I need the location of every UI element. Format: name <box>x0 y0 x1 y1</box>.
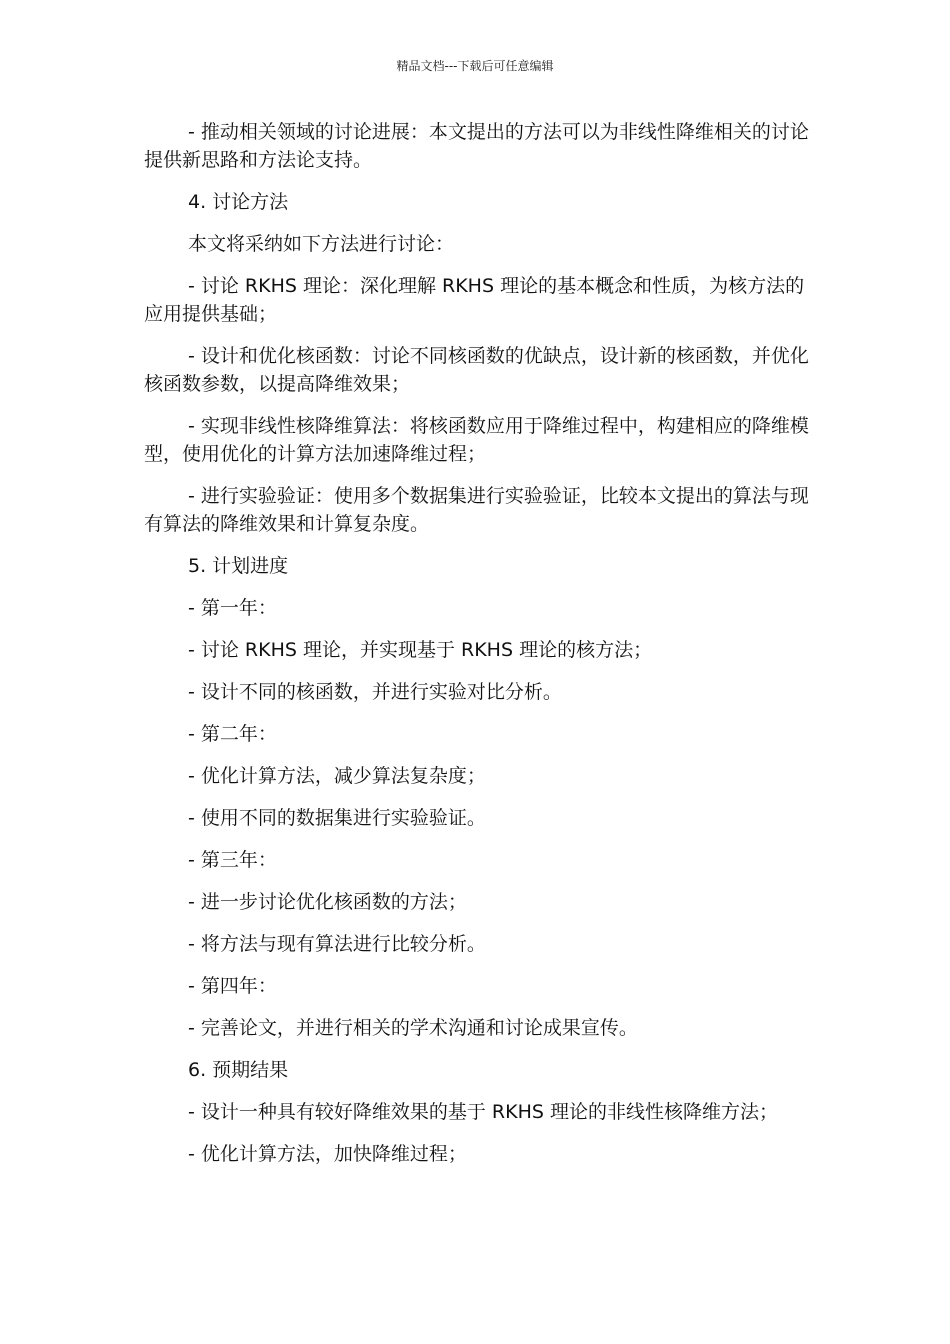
schedule-item: - 优化计算方法，减少算法复杂度； <box>188 765 486 787</box>
section-heading-methods: 4. 讨论方法 <box>188 191 289 213</box>
document-body <box>144 118 810 1182</box>
paragraph-method-rkhs: - 讨论 RKHS 理论：深化理解 RKHS 理论的基本概念和性质，为核方法的应用提供基础； <box>144 275 805 325</box>
schedule-item: - 使用不同的数据集进行实验验证。 <box>188 807 486 829</box>
schedule-item: - 完善论文，并进行相关的学术沟通和讨论成果宣传。 <box>188 1017 638 1039</box>
paragraph-method-algorithm: - 实现非线性核降维算法：将核函数应用于降维过程中，构建相应的降维模型，使用优化的计算方法加速降维过程； <box>144 415 809 465</box>
section-heading-results: 6. 预期结果 <box>188 1059 289 1081</box>
result-item: - 优化计算方法，加快降维过程； <box>188 1143 467 1165</box>
schedule-year-4: - 第四年： <box>188 975 277 997</box>
schedule-year-1: - 第一年： <box>188 597 277 619</box>
schedule-item: - 进一步讨论优化核函数的方法； <box>188 891 467 913</box>
paragraph-impact: - 推动相关领域的讨论进展：本文提出的方法可以为非线性降维相关的讨论提供新思路和方法论支持。 <box>144 121 809 171</box>
paragraph-methods-intro: 本文将采纳如下方法进行讨论： <box>188 233 455 255</box>
page-header: 精品文档---下载后可任意编辑 <box>396 59 554 73</box>
schedule-item: - 讨论 RKHS 理论，并实现基于 RKHS 理论的核方法； <box>188 639 653 661</box>
schedule-item: - 设计不同的核函数，并进行实验对比分析。 <box>188 681 562 703</box>
paragraph-method-experiment: - 进行实验验证：使用多个数据集进行实验验证，比较本文提出的算法与现有算法的降维效果和计算复杂度。 <box>144 485 809 535</box>
schedule-year-3: - 第三年： <box>188 849 277 871</box>
section-heading-schedule: 5. 计划进度 <box>188 555 289 577</box>
schedule-item: - 将方法与现有算法进行比较分析。 <box>188 933 486 955</box>
schedule-year-2: - 第二年： <box>188 723 277 745</box>
paragraph-method-kernel: - 设计和优化核函数：讨论不同核函数的优缺点，设计新的核函数，并优化核函数参数，以提高降维效果； <box>144 345 809 395</box>
result-item: - 设计一种具有较好降维效果的基于 RKHS 理论的非线性核降维方法； <box>188 1101 778 1123</box>
